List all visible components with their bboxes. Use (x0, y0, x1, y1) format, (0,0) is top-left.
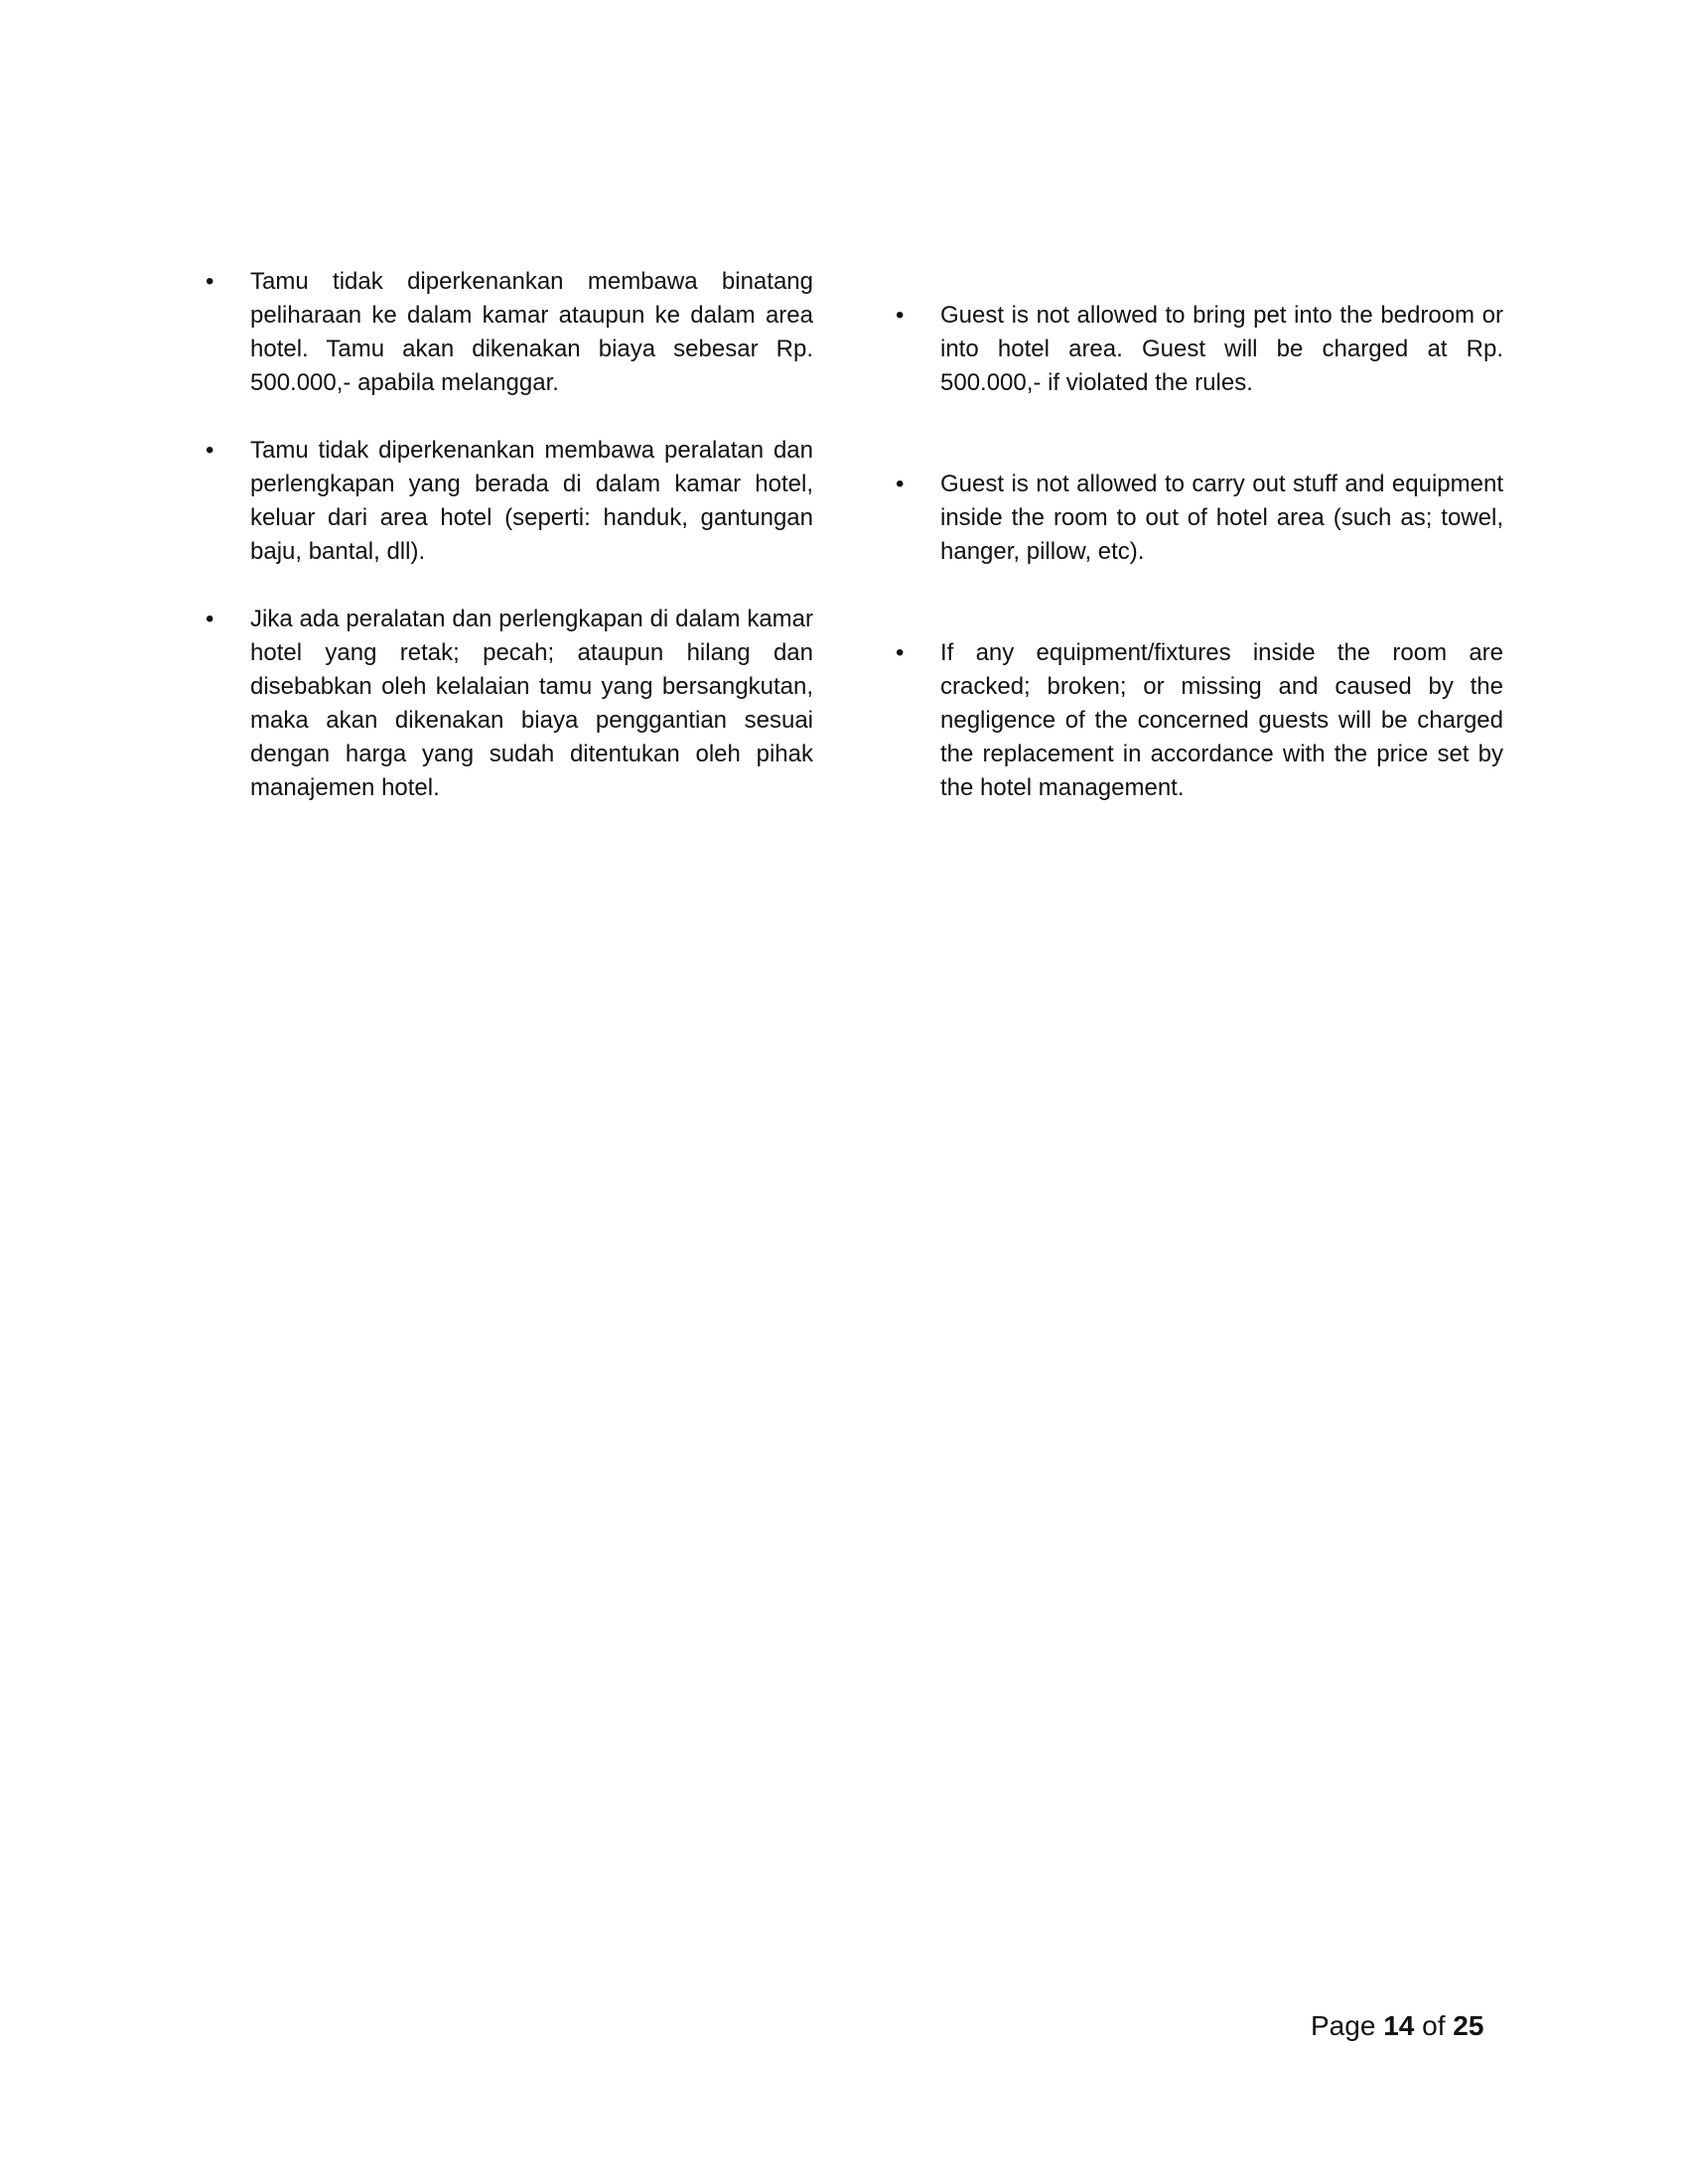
total-pages-number: 25 (1453, 2010, 1484, 2041)
rule-text: Guest is not allowed to carry out stuff and equipment inside the room to out of hotel area (such as; towel, hanger, pillow, etc). (940, 471, 1503, 565)
bullet-icon: • (206, 606, 214, 632)
bullet-icon: • (896, 471, 905, 497)
page-number (1311, 2008, 1483, 2044)
rule-text: Tamu tidak diperkenankan membawa binatang peliharaan ke dalam kamar ataupun ke dalam area hotel. Tamu akan dikenakan biaya sebesar Rp. 500.000,- apabila melanggar. (250, 268, 813, 396)
bullet-icon: • (896, 639, 905, 666)
bullet-icon: • (206, 437, 214, 464)
current-page-number: 14 (1383, 2010, 1415, 2041)
rule-text: Tamu tidak diperkenankan membawa peralatan dan perlengkapan yang berada di dalam kamar hotel, keluar dari area hotel (seperti: handuk, gantungan baju, bantal, dll). (250, 437, 813, 565)
bullet-icon: • (896, 302, 905, 329)
bullet-icon: • (206, 268, 214, 295)
of-label: of (1422, 2010, 1446, 2041)
page-label: Page (1311, 2010, 1376, 2041)
rule-text: If any equipment/fixtures inside the room are cracked; broken; or missing and caused by the negligence of the concerned guests will be charged the replacement in accordance with the price set by the hotel management. (940, 639, 1503, 801)
rule-text: Guest is not allowed to bring pet into the bedroom or into hotel area. Guest will be charged at Rp. 500.000,- if violated the rules. (940, 302, 1503, 396)
rule-text: Jika ada peralatan dan perlengkapan di dalam kamar hotel yang retak; pecah; ataupun hilang dan disebabkan oleh kelalaian tamu yang bersangkutan, maka akan dikenakan biaya penggantian sesuai dengan harga yang sudah ditentukan oleh pihak manajemen hotel. (250, 606, 813, 801)
